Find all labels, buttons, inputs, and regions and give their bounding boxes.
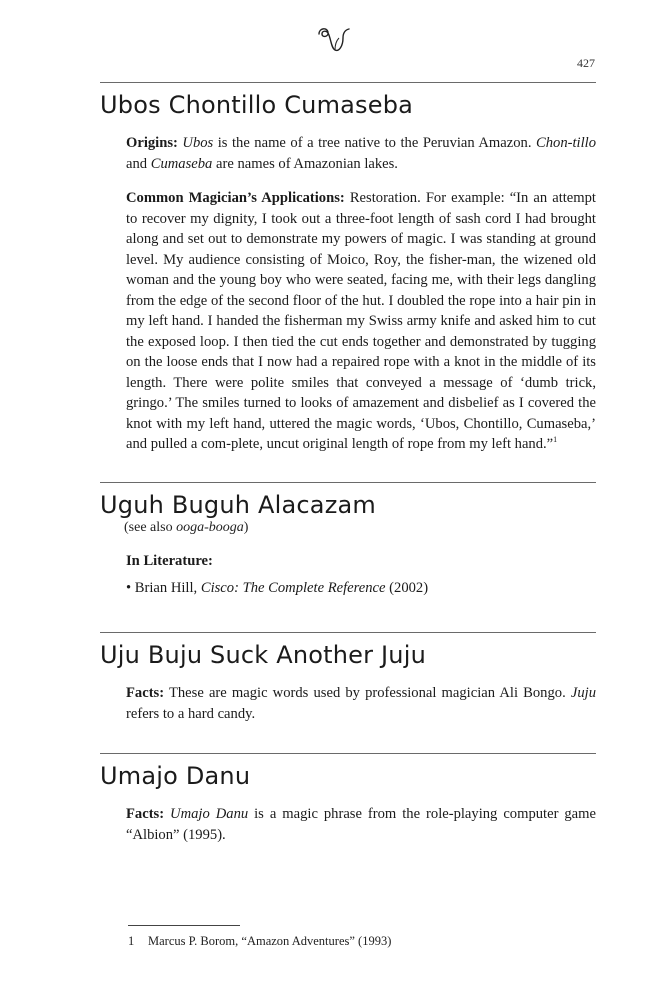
footnote-divider <box>128 925 240 926</box>
section-divider <box>100 82 596 83</box>
entry-title: Uguh Buguh Alacazam <box>100 491 376 519</box>
facts-paragraph <box>126 683 596 724</box>
section-divider <box>100 632 596 633</box>
italic-term: Chon-tillo <box>536 135 596 151</box>
see-also <box>124 519 596 537</box>
entry-title: Ubos Chontillo Cumaseba <box>100 91 414 119</box>
applications-text: Restoration. For example: “In an attempt to recover my dignity, I took out a three-foot length of sash cord I had brought along and set out to demonstrate my powers of magic. I was standing at ground level. My audience consisting of Moico, Roy, the fisher-man, the wizened old woman and the young boy who were seated, facing me, with their legs dangling from the edge of the second floor of the hut. I doubled the rope into a hair pin in my left hand. I handed the fisherman my Swiss army knife and asked him to cut the exposed loop. I then tied the cut ends together and demonstrated by tugging on the loose ends that I now had a repaired rope with a knot in the middle of its length. There were polite smiles that conveyed a message of ‘dumb trick, gringo.’ The smiles turned to looks of amazement and disbelief as I covered the knot with my left hand, uttered the magic words, ‘Ubos, Chontillo, Cumaseba,’ and pulled a com-plete, uncut original length of rope from my left hand.” <box>126 190 596 452</box>
entry-title: Umajo Danu <box>100 762 251 790</box>
applications-paragraph <box>126 188 596 455</box>
facts-text: refers to a hard candy. <box>126 705 256 722</box>
facts-label: Facts: <box>126 806 165 822</box>
literature-label-line <box>126 551 596 572</box>
see-also-term[interactable]: ooga-booga <box>176 520 244 535</box>
footnote-reference[interactable]: 1 <box>553 435 558 445</box>
facts-label: Facts: <box>126 685 165 701</box>
facts-text: is a magic phrase from the role-playing computer game “Albion” (1995). <box>126 806 596 843</box>
page-number: 427 <box>577 56 595 70</box>
footnote-text: Marcus P. Borom, “Amazon Adventures” (1993) <box>148 934 392 948</box>
footnote <box>128 934 391 949</box>
bullet-icon: • <box>126 579 132 596</box>
footnote-number: 1 <box>128 934 135 948</box>
origins-text: are names of Amazonian lakes. <box>212 155 398 172</box>
entry-ubos-chontillo-cumaseba <box>100 82 596 455</box>
see-also-prefix: (see also <box>124 520 177 535</box>
entry-umajo-danu <box>100 753 596 845</box>
literature-work: Cisco: The Complete Reference <box>200 579 386 596</box>
origins-label: Origins: <box>126 135 178 151</box>
applications-label: Common Magician’s Applications: <box>126 190 345 206</box>
facts-paragraph <box>126 804 596 845</box>
literature-label: In Literature: <box>126 553 213 569</box>
literature-year: (2002) <box>385 579 429 596</box>
literature-item <box>126 578 596 598</box>
literature-author: Brian Hill, <box>131 579 201 596</box>
origins-paragraph <box>126 133 596 174</box>
italic-term: Juju <box>570 685 596 701</box>
entry-title: Uju Buju Suck Another Juju <box>100 641 426 669</box>
script-u-ornament-icon <box>313 24 353 54</box>
italic-term: Ubos <box>182 135 214 151</box>
facts-text: These are magic words used by professional magician Ali Bongo. <box>164 685 571 701</box>
entry-uju-buju <box>100 632 596 724</box>
italic-term: Cumaseba <box>150 155 213 172</box>
italic-term: Umajo Danu <box>164 806 249 822</box>
section-divider <box>100 753 596 754</box>
origins-text: is the name of a tree native to the Peruvian Amazon. <box>213 135 536 151</box>
entry-uguh-buguh-alacazam <box>100 482 596 598</box>
see-also-suffix: ) <box>243 520 249 535</box>
section-divider <box>100 482 596 483</box>
origins-text: and <box>126 155 151 172</box>
